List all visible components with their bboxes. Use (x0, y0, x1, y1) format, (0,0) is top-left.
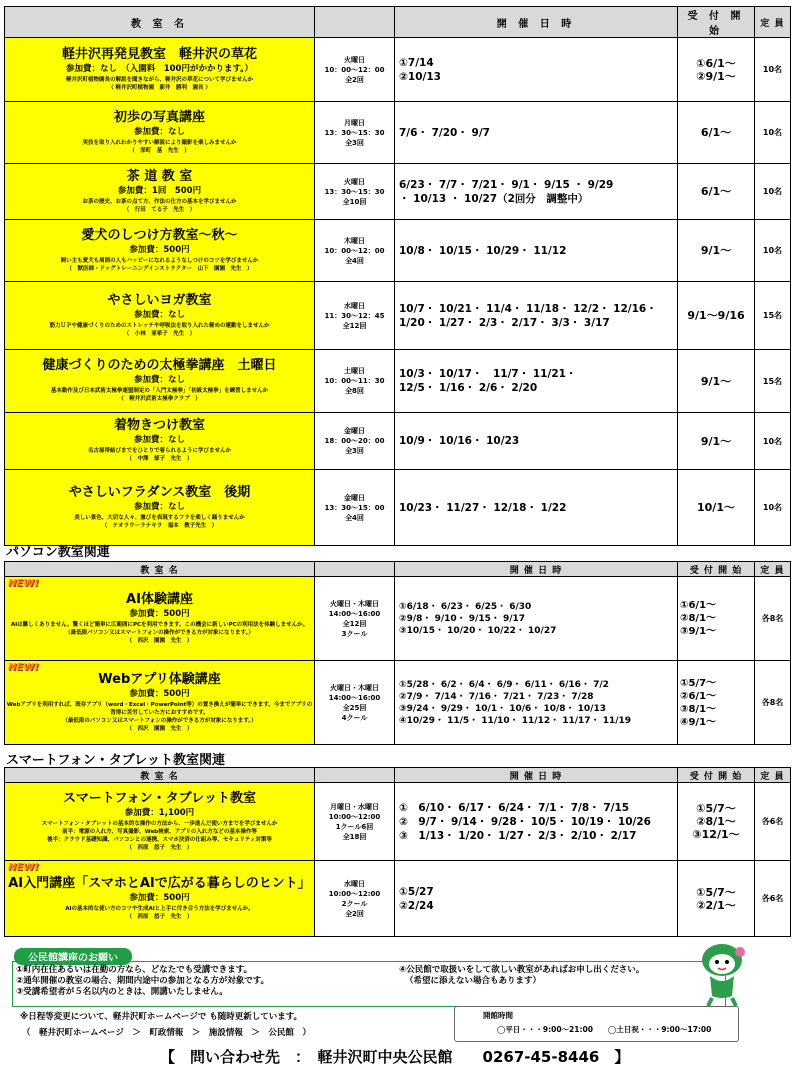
course-schedule-cell (315, 661, 395, 745)
course-start-cell (678, 164, 755, 220)
course-title: 健康づくりのための太極拳講座 土曜日 (42, 358, 277, 373)
course-schedule-cell (315, 470, 395, 546)
course-day: 火曜日 (344, 177, 365, 186)
course-capacity: 各6名 (755, 861, 791, 937)
course-teacher: （ 行田 てる子 先生 ） (123, 206, 196, 213)
header-dates: 開 催 日 時 (395, 7, 678, 38)
course-title: 着物きつけ教室 (113, 418, 205, 433)
header-time (315, 768, 395, 783)
course-row (5, 661, 791, 745)
course-capacity: 各8名 (755, 577, 791, 661)
course-count: 全12回 (342, 619, 367, 628)
hours-text: ◯平日・・・9:00～21:00 ◯土日祝・・・9:00～17:00 (497, 1025, 712, 1034)
course-start-line: ①5/7～ (696, 802, 736, 815)
new-badge: NEW! (8, 578, 39, 589)
new-badge: NEW! (8, 862, 39, 873)
course-start-line: ①5/7～ (696, 885, 736, 899)
course-teacher: （ 中澤 郁子 先生 ） (126, 456, 193, 462)
course-description: （最低限のパソコン又はスマートフォンの操作ができる方が対象になります。） (62, 717, 257, 724)
course-start-cell (678, 661, 755, 745)
course-dates-cell (395, 164, 678, 220)
course-name-cell (5, 164, 315, 220)
course-date-line: ① 6/10・ 6/17・ 6/24・ 7/1・ 7/8・ 7/15 (399, 801, 630, 814)
course-fee: 参加費：なし (133, 501, 185, 512)
course-capacity: 各8名 (755, 661, 791, 745)
course-teacher: （ 深町 基 先生 ） (129, 147, 190, 154)
course-start-line: ③12/1～ (692, 828, 740, 841)
hours-title: 開館時間 (483, 1011, 513, 1020)
course-row (5, 164, 791, 220)
mascot-icon (692, 938, 754, 1008)
course-date-line: 12/5・ 1/16・ 2/6・ 2/20 (399, 382, 538, 394)
course-time: 13：30～15：00 (324, 503, 385, 512)
header-start: 受 付 開 始 (678, 768, 755, 783)
header-cap: 定 員 (755, 768, 791, 783)
course-dates-cell (395, 783, 678, 861)
course-name-cell (5, 413, 315, 470)
course-start-line: 10/1～ (697, 501, 735, 514)
course-teacher: （ 小林 亜希子 先生 ） (123, 330, 196, 337)
course-row (5, 413, 791, 470)
course-fee: 参加費：500円 (129, 608, 190, 619)
notice-item: ②通年開催の教室の場合、期間内途中の参加となる方が対象です。 (16, 976, 270, 986)
course-row (5, 861, 791, 937)
course-time: 13：30～15：30 (324, 128, 385, 137)
course-description: 前半：電源の入れ方、写真撮影、Web検索、アプリの入れ方などの基本操作等 (62, 828, 257, 835)
course-time: 14:00～16:00 (328, 609, 381, 618)
course-title: 軽井沢再発見教室 軽井沢の草花 (61, 46, 257, 62)
course-count: 全8回 (345, 387, 364, 395)
header-start: 受 付 開 始 (678, 7, 755, 38)
course-count: 全3回 (345, 447, 364, 455)
course-schedule-cell (315, 350, 395, 413)
course-sub: 全18回 (342, 832, 367, 841)
course-date-line: 6/23・ 7/7・ 7/21・ 9/1・ 9/15 ・ 9/29 (399, 178, 614, 191)
course-date-line: 10/3・ 10/17・ 11/7・ 11/21・ (399, 368, 577, 380)
course-description: 筋力ＵＰや健康づくりのためのストレッチや呼吸法を取り入れた軽めの運動をしませんか (49, 322, 270, 329)
course-dates-cell (395, 282, 678, 350)
course-date-line: ①6/18・ 6/23・ 6/25・ 6/30 (399, 601, 532, 612)
course-description: 名古屋帯結びまでをひとりで着られるように学びませんか (87, 448, 231, 454)
course-title: AI入門講座「スマホとAIで広がる暮らしのヒント」 (8, 875, 311, 891)
course-row (5, 350, 791, 413)
course-dates-cell (395, 577, 678, 661)
course-capacity: 10名 (755, 470, 791, 546)
course-start-line: ③8/1～ (680, 703, 717, 715)
course-start-cell (678, 861, 755, 937)
course-start-cell (678, 282, 755, 350)
course-schedule-cell (315, 282, 395, 350)
course-dates-cell (395, 102, 678, 164)
course-title: 愛犬のしつけ方教室～秋～ (81, 227, 238, 243)
course-capacity: 各6名 (755, 783, 791, 861)
sp-section-title: スマートフォン・タブレット教室関連 (6, 753, 226, 768)
course-fee: 参加費：なし （入園料 100円がかかります。） (65, 63, 254, 74)
course-time: 10：00～12：00 (324, 65, 385, 74)
course-capacity: 10名 (755, 164, 791, 220)
course-count: 全4回 (345, 256, 364, 265)
course-title: AI体験講座 (126, 591, 193, 607)
course-dates-cell (395, 861, 678, 937)
course-name-cell (5, 783, 315, 861)
course-teacher: （ 西原 悠子 先生 ） (126, 844, 193, 851)
course-start-line: ④9/1～ (680, 716, 717, 728)
header-cap: 定 員 (755, 7, 791, 38)
course-teacher: （ 西沢 園園 先生 ） (126, 637, 193, 644)
course-start-line: 9/1～ (700, 434, 732, 448)
course-capacity: 10名 (755, 413, 791, 470)
new-badge: NEW! (8, 662, 39, 673)
header-time (315, 562, 395, 577)
header-cap: 定 員 (755, 562, 791, 577)
course-title: やさしいフラダンス教室 後期 (68, 484, 251, 500)
course-count: 全3回 (345, 138, 364, 147)
course-time: 10:00～12:00 (328, 889, 381, 898)
sp-course-table (4, 767, 791, 937)
course-teacher: （ ケオラウーラナキラ 福本 教子先生 ） (101, 522, 218, 529)
course-description: （最低限パソコン又はスマートフォンの操作ができる方が対象になります。） (65, 629, 254, 636)
course-fee: 参加費：1回 500円 (117, 185, 202, 196)
notice-box (12, 961, 726, 1007)
course-description: AIの基本的な使い方のコツや生成AIと上手に付き合う方法を学びませんか。 (65, 905, 254, 912)
course-schedule-cell (315, 164, 395, 220)
course-day: 水曜日 (344, 301, 365, 310)
course-date-line: ②2/24 (399, 899, 434, 912)
course-date-line: ・ 10/13 ・ 10/27（2回分 調整中） (399, 192, 589, 205)
course-date-line: ② 9/7・ 9/14・ 9/28・ 10/5・ 10/19・ 10/26 (399, 815, 651, 828)
course-date-line: ③9/24・ 9/29・ 10/1・ 10/6・ 10/8・ 10/13 (399, 703, 606, 714)
header-start: 受 付 開 始 (678, 562, 755, 577)
course-name-cell (5, 577, 315, 661)
course-start-cell (678, 577, 755, 661)
course-row (5, 282, 791, 350)
course-date-line: ③ 1/13・ 1/20・ 1/27・ 2/3・ 2/10・ 2/17 (399, 829, 637, 842)
course-day: 火曜日・木曜日 (330, 683, 379, 692)
course-count: 全12回 (342, 321, 367, 330)
course-sub: 全2回 (345, 909, 364, 918)
course-fee: 参加費：1,100円 (124, 807, 195, 818)
pc-section-title: パソコン教室関連 (6, 545, 110, 560)
course-date-line: ④10/29・ 11/5・ 11/10・ 11/12・ 11/17・ 11/19 (399, 715, 632, 726)
course-time: 14:00～16:00 (328, 693, 381, 702)
course-dates-cell (395, 350, 678, 413)
course-teacher: （ 軽井沢武術太極拳クラブ ） (118, 396, 201, 402)
course-capacity: 10名 (755, 38, 791, 102)
course-fee: 参加費：500円 (129, 688, 190, 699)
course-date-line: 10/7・ 10/21・ 11/4・ 11/18・ 12/2・ 12/16・ (399, 302, 657, 315)
course-teacher: （ 西原 悠子 先生 ） (126, 913, 193, 920)
course-teacher: （ 軽井沢町植物園 新井 勝利 園長 ） (108, 84, 211, 91)
course-description: 基本動作及び日本武術太極拳連盟制定の「入門太極拳」「初級太極拳」を練習しませんか (50, 388, 269, 394)
course-start-line: ①6/1～ (680, 600, 717, 611)
course-day: 金曜日 (344, 427, 365, 435)
course-date-line: ③10/15・ 10/20・ 10/22・ 10/27 (399, 625, 557, 636)
course-title: スマートフォン・タブレット教室 (62, 790, 257, 806)
header-name: 教 室 名 (5, 562, 315, 577)
course-day: 月曜日 (344, 118, 365, 127)
course-schedule-cell (315, 861, 395, 937)
course-start-line: ②9/1～ (696, 69, 736, 83)
notice-item: ③受講希望者が５名以内のときは、開講いたしません。 (16, 987, 228, 997)
course-count: 全25回 (342, 703, 367, 712)
course-title: 茶 道 教 室 (126, 168, 193, 184)
course-time: 18：00～20：00 (324, 437, 385, 445)
course-start-line: 9/1～9/16 (687, 309, 745, 322)
course-day: 土曜日 (344, 367, 365, 375)
course-fee: 参加費：なし (133, 309, 185, 320)
course-description: AIは難しくありません。驚くほど簡単に広範囲にPCを利用できます。この機会に新しいPCの利用法を体験しませんか。 (10, 621, 309, 628)
course-capacity: 10名 (755, 220, 791, 282)
course-fee: 参加費：なし (133, 126, 185, 137)
course-row (5, 577, 791, 661)
course-start-line: 6/1～ (700, 126, 732, 139)
course-fee: 参加費：なし (133, 375, 185, 385)
course-day: 月曜日・水曜日 (330, 802, 379, 811)
course-schedule-cell (315, 220, 395, 282)
header-dates: 開 催 日 時 (395, 768, 678, 783)
course-row (5, 470, 791, 546)
course-name-cell (5, 861, 315, 937)
course-fee: 参加費：500円 (129, 892, 190, 903)
course-name-cell (5, 102, 315, 164)
course-description: Webアプリを利用すれば、既存アプリ（word・Excel・PowerPoint等）の置き換えが簡単にできます。今までアプリの習得に苦労していた方におすすめです。 (6, 701, 313, 716)
course-fee: 参加費：500円 (129, 244, 190, 255)
course-row (5, 783, 791, 861)
course-date-line: ②10/13 (399, 70, 441, 83)
course-day: 水曜日 (344, 879, 365, 888)
course-description: 軽井沢町植物園長の解説を聞きながら、軽井沢の草花について学びませんか (66, 76, 253, 83)
course-schedule-cell (315, 783, 395, 861)
course-start-line: ②6/1～ (680, 690, 717, 702)
course-date-line: ②7/9・ 7/14・ 7/16・ 7/21・ 7/23・ 7/28 (399, 691, 594, 702)
course-time: 10:00～12:00 (328, 812, 381, 821)
site-path[interactable]: （ 軽井沢町ホームページ ＞ 町政情報 ＞ 施設情報 ＞ 公民館 ） (22, 1028, 311, 1038)
course-date-line: 10/23・ 11/27・ 12/18・ 1/22 (399, 501, 567, 514)
course-dates-cell (395, 220, 678, 282)
course-date-line: ①5/27 (399, 885, 434, 898)
course-start-line: 6/1～ (700, 185, 732, 198)
course-schedule-cell (315, 577, 395, 661)
course-schedule-cell (315, 38, 395, 102)
course-count: 1クール6回 (335, 822, 374, 831)
course-start-line: ①5/7～ (680, 677, 717, 689)
course-start-line: ①6/1～ (696, 56, 736, 70)
course-count: 全2回 (345, 75, 364, 84)
notice-item: ④公民館で取扱いをして欲しい教室があればお申し出ください。 (399, 965, 645, 975)
course-day: 火曜日 (344, 55, 365, 64)
course-start-cell (678, 470, 755, 546)
course-name-cell (5, 350, 315, 413)
course-description: 美しい景色、大切な人々、憲びを表現するフラを楽しく踊りませんか (74, 514, 245, 521)
course-dates-cell (395, 470, 678, 546)
course-start-cell (678, 220, 755, 282)
course-name-cell (5, 38, 315, 102)
course-name-cell (5, 470, 315, 546)
update-note: ※日程等変更について、軽井沢町ホームページで も随時更新しています。 (20, 1012, 303, 1022)
course-date-line: ②9/8・ 9/10・ 9/15・ 9/17 (399, 613, 526, 624)
course-count: 全10回 (342, 197, 367, 206)
course-row (5, 38, 791, 102)
course-date-line: 7/6・ 7/20・ 9/7 (399, 126, 490, 139)
course-teacher: （ 獣医師・ドッグトレーニングインストラクター 山下 園園 先生 ） (66, 265, 253, 272)
course-description: 実技を取り入れわかりやすい解説により撮影を楽しみませんか (82, 139, 237, 146)
course-start-cell (678, 783, 755, 861)
pc-course-table (4, 561, 791, 745)
course-start-line: ②8/1～ (696, 815, 736, 828)
course-date-line: ①7/14 (399, 56, 434, 69)
course-date-line: 10/8・ 10/15・ 10/29・ 11/12 (399, 244, 567, 257)
header-dates: 開 催 日 時 (395, 562, 678, 577)
course-schedule-cell (315, 102, 395, 164)
course-dates-cell (395, 661, 678, 745)
course-count: 全4回 (345, 513, 364, 522)
course-name-cell (5, 220, 315, 282)
contact-line: 【 問い合わせ先 ： 軽井沢町中央公民館 0267-45-8446 】 (160, 1048, 630, 1066)
course-count: 2クール (341, 899, 368, 908)
header-time (315, 7, 395, 38)
notice-tag: 公民館講座のお願い (14, 948, 132, 965)
main-course-table (4, 6, 791, 546)
course-description: スマートフォン・タブレットの基本的な操作の方法から、一歩進んだ使い方までを学びませんか (41, 820, 278, 827)
course-start-cell (678, 350, 755, 413)
course-start-cell (678, 38, 755, 102)
course-start-line: 9/1～ (700, 244, 732, 257)
notice-item: （希望に添えない場合もあります） (405, 976, 542, 986)
course-teacher: （ 西沢 園園 先生 ） (126, 725, 193, 732)
course-title: 初歩の写真講座 (113, 109, 205, 125)
course-description: 飼い主も愛犬も周囲の人もハッピーになれるようなしつけのコツを学びませんか (60, 257, 259, 264)
course-capacity: 10名 (755, 102, 791, 164)
course-time: 10：00～12：00 (324, 246, 385, 255)
course-schedule-cell (315, 413, 395, 470)
course-time: 10：00～11：30 (324, 377, 385, 385)
course-capacity: 15名 (755, 282, 791, 350)
course-start-cell (678, 413, 755, 470)
course-date-line: 1/20・ 1/27・ 2/3・ 2/17・ 3/3・ 3/17 (399, 316, 610, 329)
course-date-line: ①5/28・ 6/2・ 6/4・ 6/9・ 6/11・ 6/16・ 7/2 (399, 679, 609, 690)
course-time: 13：30～15：30 (324, 187, 385, 196)
course-day: 火曜日・木曜日 (330, 599, 379, 608)
course-sub: 3クール (341, 629, 368, 638)
course-start-line: ②8/1～ (680, 613, 717, 624)
course-fee: 参加費：なし (133, 435, 185, 445)
course-start-line: ③9/1～ (680, 626, 717, 637)
course-description: 後半：クラウド基礎知識、パソコンとの連携、スマホ決済の仕組み等、セキュリティ対策等 (47, 836, 272, 843)
course-name-cell (5, 282, 315, 350)
course-row (5, 102, 791, 164)
course-name-cell (5, 661, 315, 745)
opening-hours-box (454, 1006, 739, 1042)
course-dates-cell (395, 38, 678, 102)
course-time: 11：30～12：45 (324, 311, 385, 320)
course-dates-cell (395, 413, 678, 470)
course-start-cell (678, 102, 755, 164)
course-sub: 4クール (341, 713, 368, 722)
course-row (5, 220, 791, 282)
course-date-line: 10/9・ 10/16・ 10/23 (399, 435, 520, 447)
course-title: Webアプリ体験講座 (98, 671, 221, 687)
course-capacity: 15名 (755, 350, 791, 413)
header-name: 教 室 名 (5, 7, 315, 38)
course-start-line: ②2/1～ (696, 898, 736, 912)
course-day: 木曜日 (344, 236, 365, 245)
course-description: お茶の歴史、お茶の点て方、作法の仕方の基本を学びませんか (82, 198, 237, 205)
course-title: やさしいヨガ教室 (107, 292, 212, 308)
course-day: 金曜日 (344, 493, 365, 502)
course-start-line: 9/1～ (700, 374, 732, 388)
notice-item: ①町内在住あるいは在勤の方なら、どなたでも受講できます。 (16, 965, 253, 975)
header-name: 教 室 名 (5, 768, 315, 783)
